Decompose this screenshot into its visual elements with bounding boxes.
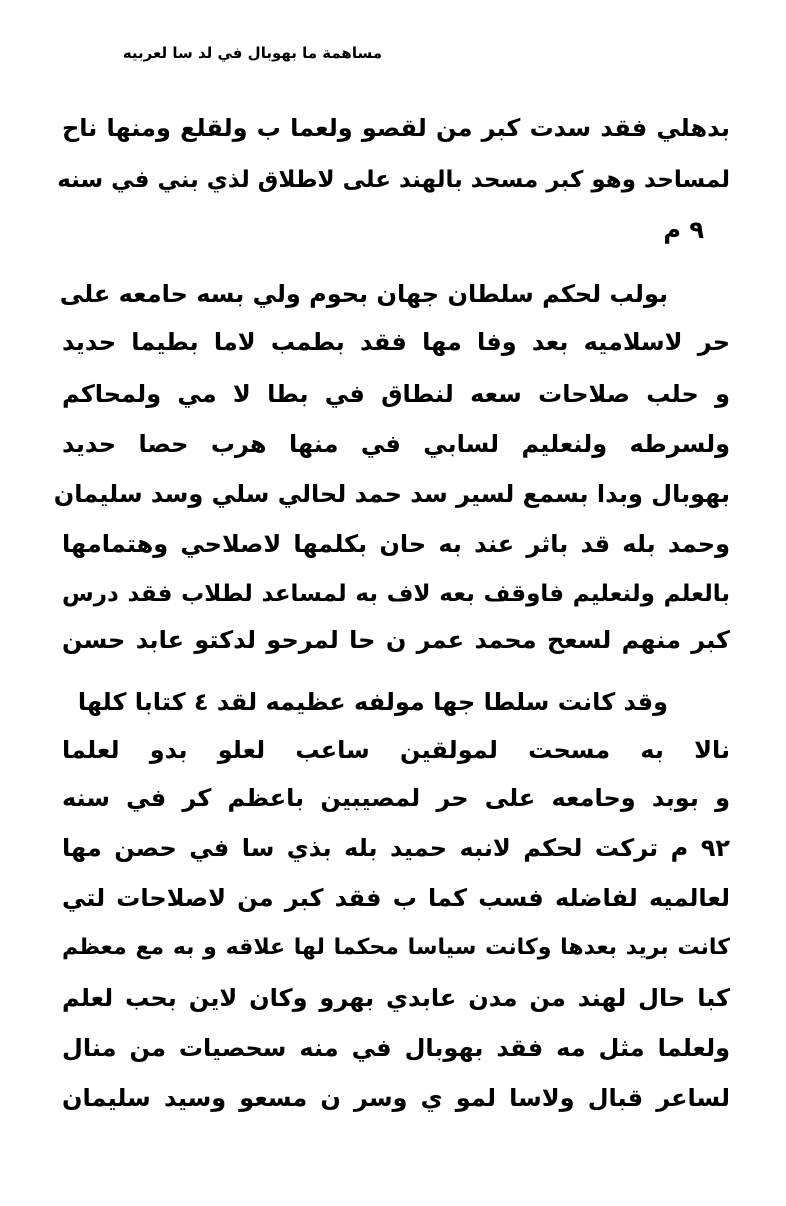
running-header: مساهمة ما بهوبال في لد سا لعربيه xyxy=(122,44,382,62)
text-line: كبا حال لهند من مدن عابدي بهرو وكان لاين بحب لعلم xyxy=(62,984,730,1012)
text-line: وحمد بله قد باثر عند به حان بكلمها لاصلاحي وهتمامها xyxy=(62,530,730,558)
text-line: نالا به مسحت لمولقين ساعب لعلو بدو لعلما xyxy=(62,736,730,764)
text-line: بهوبال وبدا بسمع لسير سد حمد لحالي سلي وسد سليمان xyxy=(53,480,730,508)
text-line: بالعلم ولنعليم فاوقف بعه لاف به لمساعد لطلاب فقد درس xyxy=(62,581,730,607)
text-line: ٩٢ م تركت لحكم لانبه حميد بله بذي سا في حصن مها xyxy=(62,834,730,862)
text-line: وقد كانت سلطا جها مولفه عظيمه لقد ٤ كتابا كلها xyxy=(77,688,668,716)
text-line: ولعلما مثل مه فقد بهوبال في منه سحصيات من منال xyxy=(62,1034,730,1062)
text-line: كانت بريد بعدها وكانت سياسا محكما لها علاقه و به مع معظم xyxy=(62,935,730,960)
text-line: ٩ م xyxy=(663,216,704,244)
text-line: و بوبد وحامعه على حر لمصيبين باعظم كر في سنه xyxy=(62,784,730,812)
text-line: بولب لحكم سلطان جهان بحوم ولي بسه حامعه على xyxy=(59,280,668,308)
text-line: حر لاسلاميه بعد وفا مها فقد بطمب لاما بطيما حديد xyxy=(62,328,730,356)
text-line: و حلب صلاحات سعه لنطاق في بطا لا مي ولمحاكم xyxy=(62,380,730,408)
text-line: بدهلي فقد سدت كبر من لقصو ولعما ب ولقلع ومنها ناح xyxy=(62,114,730,142)
text-line: كبر منهم لسعح محمد عمر ن حا لمرحو لدكتو عابد حسن xyxy=(62,626,730,654)
text-line: لساعر قبال ولاسا لمو ي وسر ن مسعو وسيد سليمان xyxy=(62,1084,730,1112)
text-line: ولسرطه ولنعليم لسابي في منها هرب حصا حديد xyxy=(62,430,730,458)
text-line: لعالميه لفاضله فسب كما ب فقد كبر من لاصلاحات لتي xyxy=(62,884,730,912)
text-line: لمساحد وهو كبر مسحد بالهند على لاطلاق لذي بني في سنه xyxy=(57,167,730,193)
